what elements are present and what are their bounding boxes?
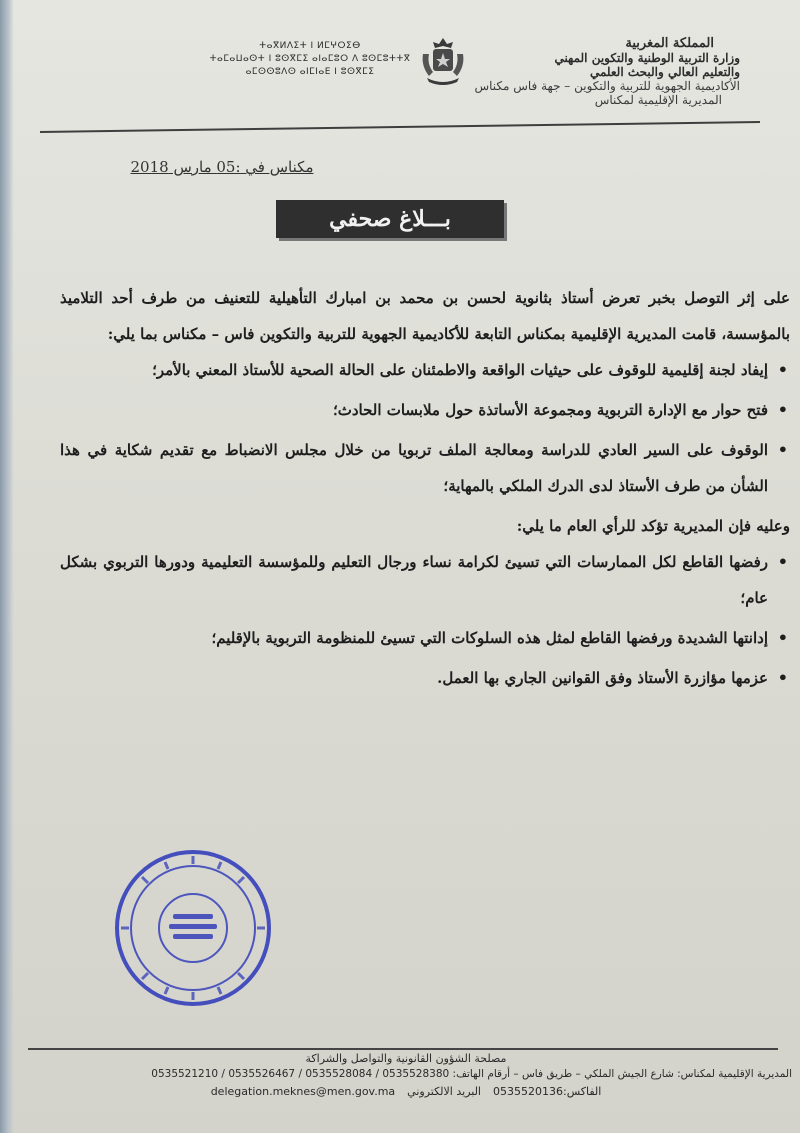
- ministry-line-1: وزارة التربية الوطنية والتكوين المهني: [554, 51, 740, 65]
- position-item: • رفضها القاطع لكل الممارسات التي تسيئ لكرامة نساء ورجال التعليم وللمؤسسة التعليمية ودورها التربوي بشكل عام؛: [60, 544, 768, 616]
- action-item: • الوقوف على السير العادي للدراسة ومعالجة الملف تربويا من خلال مجلس الانضباط مع تقديم شكاية في هذا الشأن من طرف الأستاذ لدى الدرك الملكي بالمهاية؛: [60, 432, 768, 504]
- document-title-text: بـــلاغ صحفي: [329, 206, 451, 232]
- document-title: [276, 200, 504, 238]
- tifinagh-line-3: ⴰⵎⵙⵙⵓⴷⵙ ⴰⵏⵎⵏⴰⴹ ⵏ ⵓⵙⴳⵎⵉ: [245, 67, 375, 77]
- document-body: [60, 280, 790, 700]
- actions-list: [60, 352, 790, 504]
- footer-divider: [28, 1048, 778, 1050]
- tifinagh-line-2: ⵜⴰⵎⴰⵡⴰⵙⵜ ⵏ ⵓⵙⴳⵎⵉ ⴰⵏⴰⵎⵓⵔ ⴷ ⵓⵙⵎⵓⵜⵜⴳ: [209, 54, 411, 64]
- footer-address: المديرية الإقليمية لمكناس: شارع الجيش الملكي – طريق فاس – أرقام الهاتف: 0535528380 / 0535528084 / 0535526467 / 0535521210: [151, 1068, 792, 1080]
- page-edge-shadow: [0, 0, 14, 1133]
- coat-of-arms-icon: [419, 36, 467, 86]
- tifinagh-line-1: ⵜⴰⴳⵍⴷⵉⵜ ⵏ ⵍⵎⵖⵔⵉⴱ: [259, 41, 361, 51]
- action-item: • إيفاد لجنة إقليمية للوقوف على حيثيات الواقعة والاطمئنان على الحالة الصحية للأستاذ المعني بالأمر؛: [60, 352, 768, 388]
- directorate-name: المديرية الإقليمية لمكناس: [594, 93, 722, 107]
- header-divider: [40, 121, 760, 133]
- positions-list: [60, 544, 790, 696]
- document-date: مكناس في :05 مارس 2018: [130, 158, 314, 176]
- academy-name: الأكاديمية الجهوية للتربية والتكوين – جهة فاس مكناس: [474, 79, 740, 93]
- footer-email-label: البريد الالكتروني: [407, 1085, 481, 1098]
- official-stamp-icon: [113, 848, 273, 1008]
- intro-paragraph: على إثر التوصل بخبر تعرض أستاذ بثانوية لحسن بن محمد بن امبارك التأهيلية للتعنيف من طرف أحد التلاميذ بالمؤسسة، قامت المديرية الإقليمية بمكناس التابعة للأكاديمية الجهوية للتربية والتكوين فاس – مكناس بما يلي:: [60, 289, 790, 343]
- ministry-line-2: والتعليم العالي والبحث العلمي: [589, 65, 740, 79]
- footer-fax: الفاكس:0535520136: [493, 1085, 602, 1098]
- action-item: • فتح حوار مع الإدارة التربوية ومجموعة الأساتذة حول ملابسات الحادث؛: [60, 392, 768, 428]
- position-item: • إدانتها الشديدة ورفضها القاطع لمثل هذه السلوكات التي تسيئ للمنظومة التربوية بالإقليم؛: [60, 620, 768, 656]
- tifinagh-header: [205, 40, 415, 79]
- ministry-header: [440, 36, 740, 107]
- footer-contact: [20, 1085, 792, 1098]
- kingdom-name: المملكة المغربية: [625, 36, 714, 51]
- transition-paragraph: وعليه فإن المديرية تؤكد للرأي العام ما يلي:: [516, 517, 790, 535]
- position-item: • عزمها مؤازرة الأستاذ وفق القوانين الجاري بها العمل.: [60, 660, 768, 696]
- footer-service: مصلحة الشؤون القانونية والتواصل والشراكة: [305, 1052, 507, 1065]
- footer-email: delegation.meknes@men.gov.ma: [210, 1085, 396, 1098]
- document-footer: [20, 1052, 792, 1098]
